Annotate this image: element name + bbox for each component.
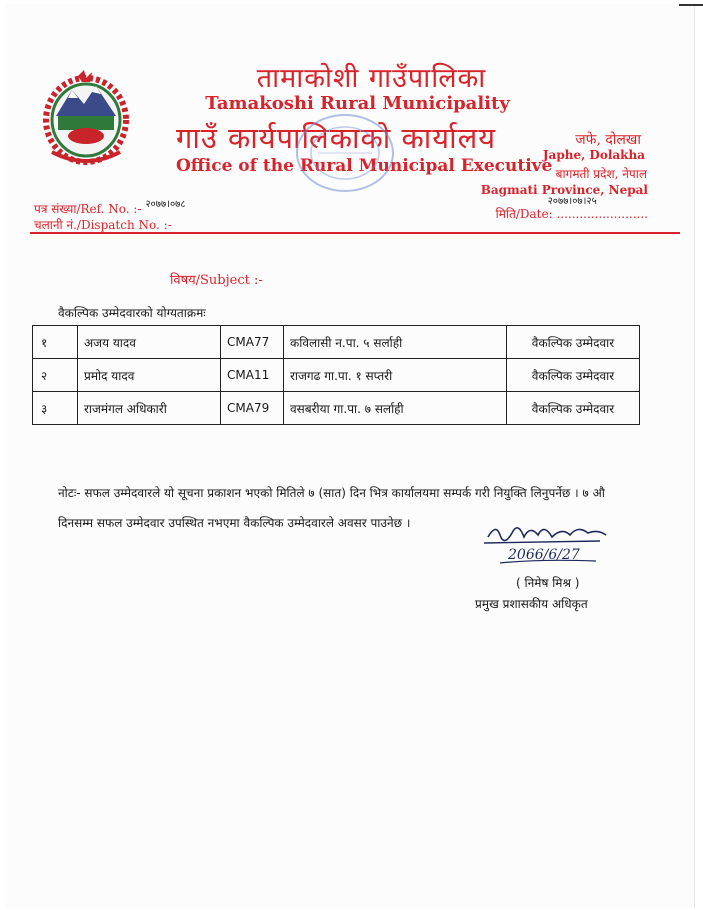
candidates-table <box>32 325 640 425</box>
address-english: Japhe, Dolakha <box>542 148 645 162</box>
candidate-status: वैकल्पिक उम्मेदवार <box>507 326 640 359</box>
candidate-address: राजगढ गा.पा. १ सप्तरी <box>284 359 507 392</box>
candidate-name: प्रमोद यादव <box>78 359 221 392</box>
candidate-address: कविलासी न.पा. ५ सर्लाही <box>284 326 507 359</box>
candidate-code: CMA77 <box>221 326 284 359</box>
office-name-nepali: गाउँ कार्यपालिकाको कार्यालय <box>176 121 497 155</box>
intro-text: वैकल्पिक उम्मेदवारको योग्यताक्रमः <box>58 306 206 320</box>
row-number: १ <box>33 326 78 359</box>
row-number: २ <box>33 359 78 392</box>
signature-date: 2066/6/27 <box>508 547 580 563</box>
page-edge-line <box>679 4 703 6</box>
row-number: ३ <box>33 392 78 425</box>
office-name-english: Office of the Rural Municipal Executive <box>176 156 553 176</box>
reference-value: २०७७।०७८ <box>145 199 186 210</box>
candidate-address: वसबरीया गा.पा. ७ सर्लाही <box>284 392 507 425</box>
reference-label: पत्र संख्या/Ref. No. :- <box>34 202 142 216</box>
header-divider <box>30 232 680 234</box>
table-row <box>33 326 640 359</box>
date-value: २०७७।०७।२५ <box>547 196 597 207</box>
municipality-name-nepali: तामाकोशी गाउँपालिका <box>256 63 487 94</box>
handwritten-signature <box>478 515 618 569</box>
candidate-status: वैकल्पिक उम्मेदवार <box>507 392 640 425</box>
date-line <box>495 196 648 222</box>
candidate-code: CMA79 <box>221 392 284 425</box>
date-label: मिति/Date: ........................ <box>495 207 648 221</box>
candidate-status: वैकल्पिक उम्मेदवार <box>507 359 640 392</box>
candidate-name: अजय यादव <box>78 326 221 359</box>
reference-line <box>34 200 186 217</box>
province-nepali: बागमती प्रदेश, नेपाल <box>555 167 647 181</box>
office-stamp-icon <box>290 108 400 198</box>
address-nepali: जफे, दोलखा <box>575 132 641 148</box>
note-paragraph: नोटः- सफल उम्मेदवारले यो सूचना प्रकाशन भएको मितिले ७ (सात) दिन भित्र कार्यालयमा सम्पर्क गरी नियुक्ति लिनुपर्नेछ । ७ औ दिनसम्म सफल उम्मेदवार उपस्थित नभएमा वैकल्पिक उम्मेदवारले अवसर पाउनेछ । <box>58 486 605 530</box>
signatory-name: ( निमेष मिश्र ) <box>516 576 580 590</box>
table-row <box>33 359 640 392</box>
candidate-code: CMA11 <box>221 359 284 392</box>
candidate-name: राजमंगल अधिकारी <box>78 392 221 425</box>
dispatch-label: चलानी नं./Dispatch No. :- <box>34 218 172 232</box>
municipality-name-english: Tamakoshi Rural Municipality <box>205 93 510 114</box>
table-row <box>33 392 640 425</box>
subject-label: विषय/Subject :- <box>170 273 263 288</box>
signatory-title: प्रमुख प्रशासकीय अधिकृत <box>475 597 588 611</box>
province-english: Bagmati Province, Nepal <box>480 183 648 197</box>
